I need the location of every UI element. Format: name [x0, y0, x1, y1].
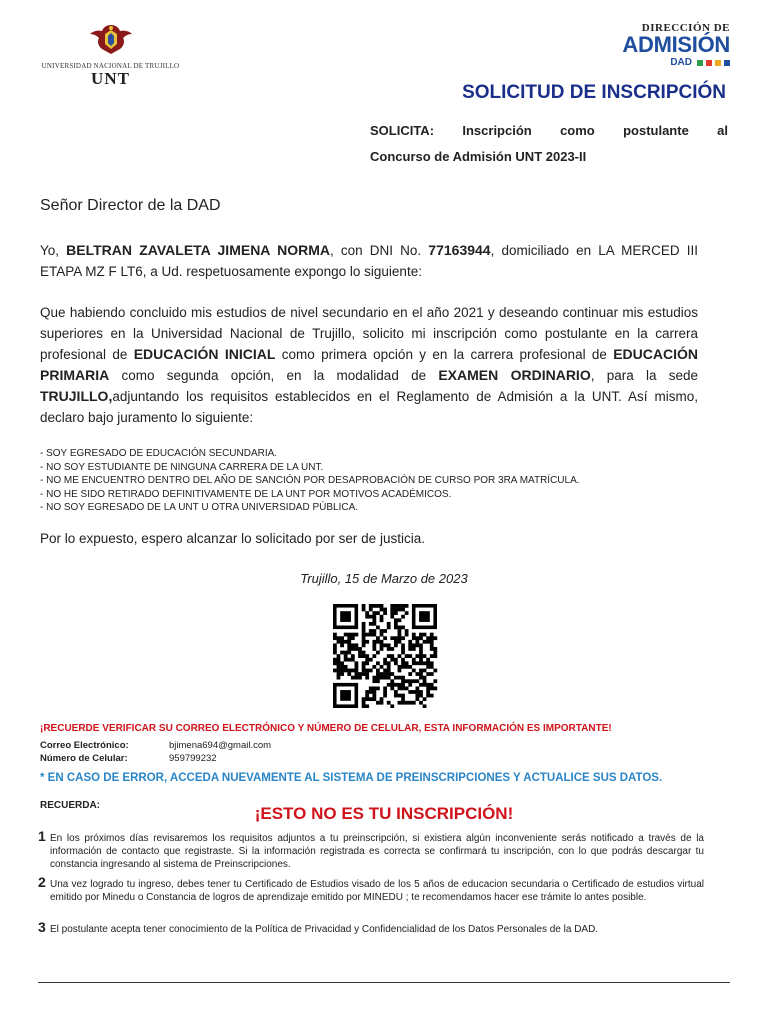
p1-text2: , con DNI No.	[330, 243, 429, 258]
university-abbr: UNT	[91, 69, 130, 88]
career-first-option: EDUCACIÓN INICIAL	[133, 346, 276, 362]
phone-label: Número de Celular:	[40, 753, 128, 764]
note-text: En los próximos días revisaremos los requisitos adjuntos a tu preinscripción, si existiera algún inconveniente serás notificado a través de la información de contacto que registraste. Si la información registrada es correcta se confirmará tu inscripción, con lo que podrás descargar tu constancia ingresando al sistema de Preinscripciones.	[50, 833, 704, 870]
note-item	[38, 828, 704, 871]
dad-square-yellow	[715, 60, 721, 66]
p2-text3: como segunda opción, en la modalidad de	[109, 368, 439, 383]
dad-logo	[610, 22, 730, 72]
solicita-line2: Concurso de Admisión UNT 2023-II	[370, 149, 587, 164]
dad-square-green	[697, 60, 703, 66]
dad-logo-line2: ADMISIÓN	[622, 32, 730, 57]
declaration-item: - NO SOY EGRESADO DE LA UNT U OTRA UNIVERSIDAD PÚBLICA.	[40, 502, 359, 514]
note-number: 2	[38, 874, 46, 890]
university-name: UNIVERSIDAD NACIONAL DE TRUJILLO	[41, 62, 180, 70]
email-label: Correo Electrónico:	[40, 740, 129, 751]
paragraph-identity	[40, 240, 698, 282]
p1-text1: Yo,	[40, 243, 67, 258]
career-second-option: EDUCACIÓN PRIMARIA	[40, 346, 698, 383]
qr-code-icon	[330, 604, 440, 708]
dad-square-blue	[724, 60, 730, 66]
verify-contact-notice: ¡RECUERDE VERIFICAR SU CORREO ELECTRÓNICO Y NÚMERO DE CELULAR, ESTA INFORMACIÓN ES IMPORTANTE!	[40, 723, 612, 734]
salutation: Señor Director de la DAD	[40, 197, 221, 214]
p2-text5: adjuntando los requisitos establecidos en el Reglamento de Admisión a la UNT. Así mismo, declaro bajo juramento lo siguiente:	[40, 389, 698, 425]
document-date: Trujillo, 15 de Marzo de 2023	[300, 571, 468, 586]
p1-text3: , domiciliado en LA MERCED III ETAPA MZ F LT6, a Ud. respetuosamente expongo lo siguiente:	[40, 243, 698, 279]
declaration-item: - NO SOY ESTUDIANTE DE NINGUNA CARRERA DE LA UNT.	[40, 461, 324, 473]
admission-modality: EXAMEN ORDINARIO	[438, 367, 591, 383]
applicant-dni: 77163944	[428, 242, 491, 258]
solicita-line1: SOLICITA: Inscripción como postulante al	[370, 123, 728, 138]
footer-divider	[38, 982, 730, 983]
declarations-list	[40, 447, 720, 515]
phone-value: 959799232	[169, 753, 217, 764]
not-inscription-warning: ¡ESTO NO ES TU INSCRIPCIÓN!	[254, 804, 514, 823]
closing-sentence: Por lo expuesto, espero alcanzar lo solicitado por ser de justicia.	[40, 531, 425, 546]
unt-crest-icon	[88, 22, 134, 56]
dad-square-red	[706, 60, 712, 66]
document-title: SOLICITUD DE INSCRIPCIÓN	[462, 82, 726, 103]
error-update-note: * EN CASO DE ERROR, ACCEDA NUEVAMENTE AL SISTEMA DE PREINSCRIPCIONES Y ACTUALICE SUS DATOS.	[40, 772, 663, 784]
declaration-item: - NO HE SIDO RETIRADO DEFINITIVAMENTE DE LA UNT POR MOTIVOS ACADÉMICOS.	[40, 488, 452, 500]
paragraph-request	[40, 302, 698, 428]
p2-text1: Que habiendo concluido mis estudios de nivel secundario en el año 2021 y deseando continuar mis estudios superiores en la Universidad Nacional de Trujillo, solicito mi inscripción como postulante en la carrera profesional de	[40, 305, 698, 362]
dad-logo-line3	[610, 57, 730, 68]
declaration-item: - NO ME ENCUENTRO DENTRO DEL AÑO DE SANCIÓN POR DESAPROBACIÓN DE CURSO POR 3RA MATRÍCULA.	[40, 475, 580, 487]
applicant-name: BELTRAN ZAVALETA JIMENA NORMA	[66, 242, 331, 258]
email-value: bjimena694@gmail.com	[169, 740, 272, 751]
note-text: El postulante acepta tener conocimiento de la Política de Privacidad y Confidencialidad de los Datos Personales de la DAD.	[50, 924, 599, 935]
note-item	[38, 874, 704, 905]
recuerda-label: RECUERDA:	[40, 800, 100, 811]
p2-text4: , para la sede	[590, 368, 698, 383]
admission-site: TRUJILLO,	[40, 388, 113, 404]
note-number: 3	[38, 919, 46, 935]
note-text: Una vez logrado tu ingreso, debes tener tu Certificado de Estudios visado de los 5 años de educacion secundaria o Certificado de estudios virtual emitido por Minedu o Constancia de logros de aprendizaje emitido por MINEDU ; te recomendamos hacer ese trámite lo antes posible.	[50, 879, 704, 903]
unt-logo	[38, 22, 183, 88]
declaration-item: - SOY EGRESADO DE EDUCACIÓN SECUNDARIA.	[40, 448, 278, 459]
dad-logo-line1: DIRECCIÓN DE	[641, 22, 730, 34]
p2-text2: como primera opción y en la carrera profesional de	[275, 347, 614, 362]
note-item	[38, 919, 704, 937]
dad-logo-abbr: DAD	[670, 57, 692, 68]
note-number: 1	[38, 828, 46, 844]
